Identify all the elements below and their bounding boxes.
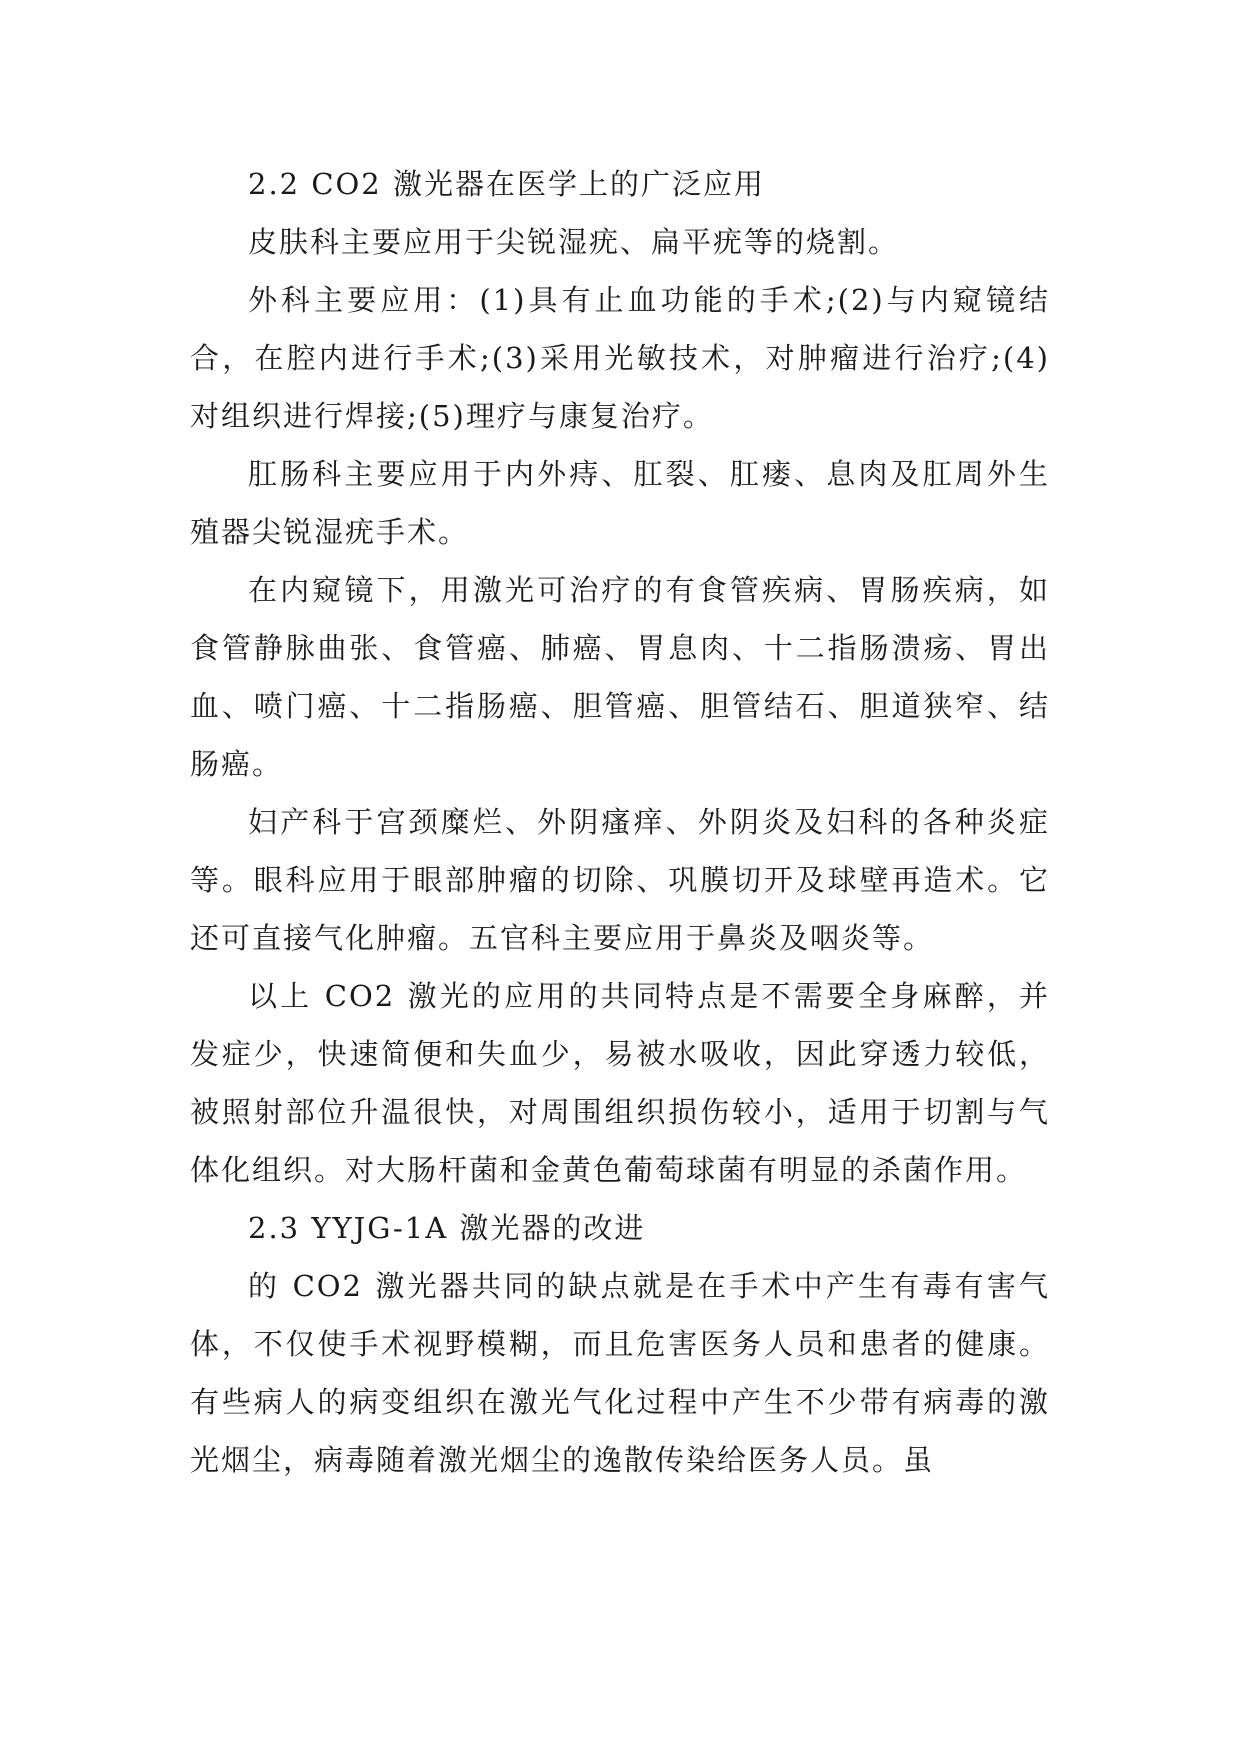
paragraph-gynecology: 妇产科于宫颈糜烂、外阴瘙痒、外阴炎及妇科的各种炎症等。眼科应用于眼部肿瘤的切除、巩膜切开及球壁再造术。它还可直接气化肿瘤。五官科主要应用于鼻炎及咽炎等。	[190, 805, 1050, 955]
section-heading-2-2: 2.2 CO2 激光器在医学上的广泛应用	[248, 167, 765, 201]
paragraph-co2-features: 以上 CO2 激光的应用的共同特点是不需要全身麻醉，并发症少，快速简便和失血少，易被水吸收，因此穿透力较低，被照射部位升温很快，对周围组织损伤较小，适用于切割与气体化组织。对大肠杆菌和金黄色葡萄球菌有明显的杀菌作用。	[190, 979, 1050, 1187]
paragraph-dermatology: 皮肤科主要应用于尖锐湿疣、扁平疣等的烧割。	[248, 225, 900, 259]
paragraph-co2-drawbacks: 的 CO2 激光器共同的缺点就是在手术中产生有毒有害气体，不仅使手术视野模糊，而且危害医务人员和患者的健康。有些病人的病变组织在激光气化过程中产生不少带有病毒的激光烟尘，病毒随着激光烟尘的逸散传染给医务人员。虽	[190, 1269, 1050, 1477]
document-body	[190, 155, 1050, 1489]
section-heading-2-3: 2.3 YYJG-1A 激光器的改进	[248, 1211, 646, 1245]
paragraph-endoscopy: 在内窥镜下，用激光可治疗的有食管疾病、胃肠疾病，如食管静脉曲张、食管癌、肺癌、胃息肉、十二指肠溃疡、胃出血、喷门癌、十二指肠癌、胆管癌、胆管结石、胆道狭窄、结肠癌。	[190, 573, 1050, 781]
paragraph-anorectal: 肛肠科主要应用于内外痔、肛裂、肛瘘、息肉及肛周外生殖器尖锐湿疣手术。	[190, 457, 1050, 549]
paragraph-surgery: 外科主要应用：(1)具有止血功能的手术;(2)与内窥镜结合，在腔内进行手术;(3)采用光敏技术，对肿瘤进行治疗;(4)对组织进行焊接;(5)理疗与康复治疗。	[190, 283, 1050, 433]
